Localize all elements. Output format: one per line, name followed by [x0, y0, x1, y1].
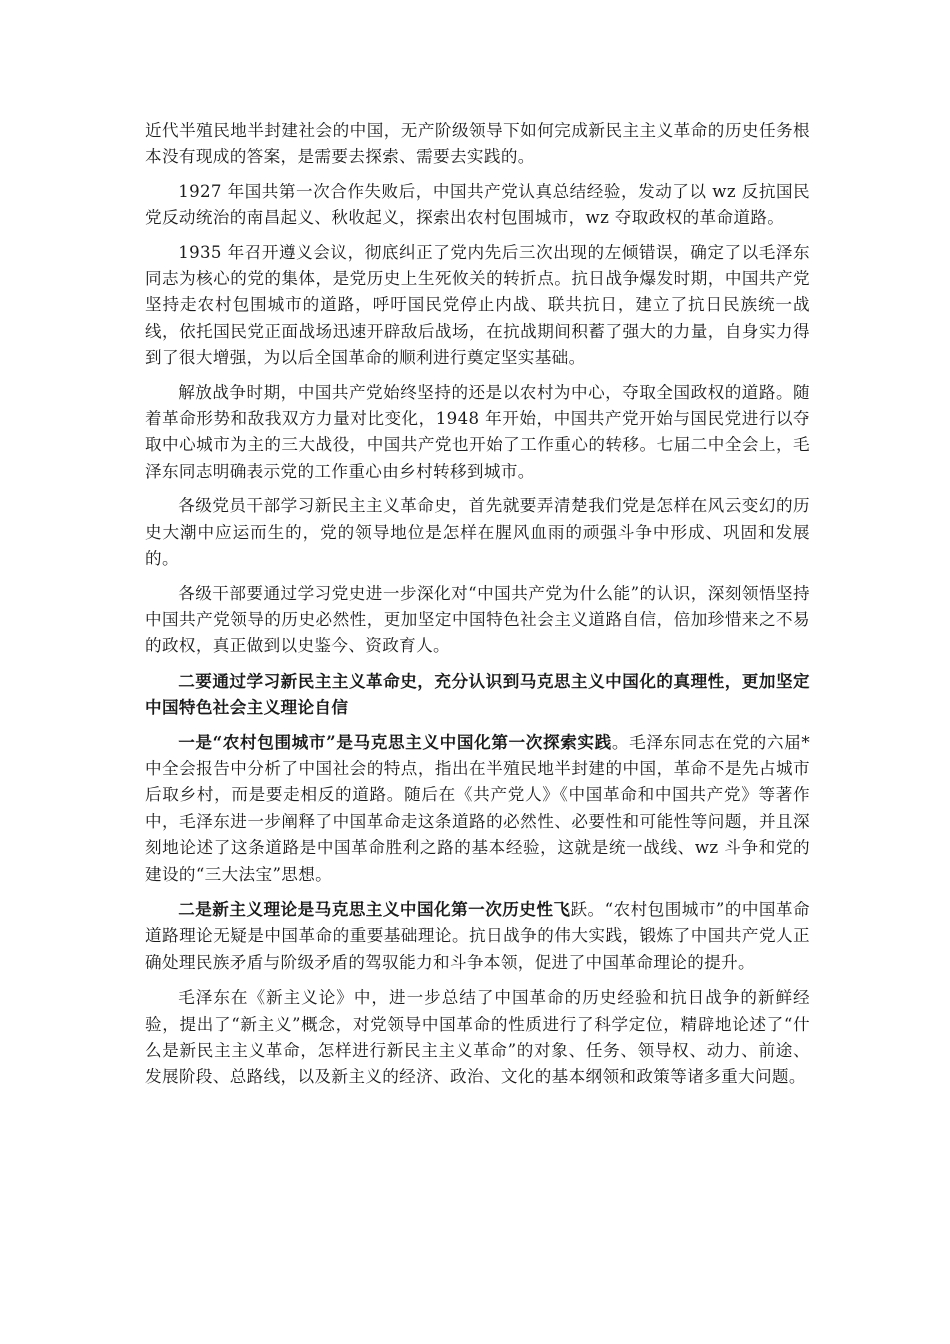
paragraph-intro: 近代半殖民地半封建社会的中国，无产阶级领导下如何完成新民主主义革命的历史任务根本没有现成的答案，是需要去探索、需要去实践的。: [145, 121, 810, 167]
paragraph-cadres-study: 各级党员干部学习新民主主义革命史，首先就要弄清楚我们党是怎样在风云变幻的历史大潮中应运而生的，党的领导地位是怎样在腥风血雨的顽强斗争中形成、巩固和发展的。: [145, 496, 810, 569]
paragraph-liberation-war: 解放战争时期，中国共产党始终坚持的还是以农村为中心，夺取全国政权的道路。随着革命形势和敌我双方力量对比变化，1948 年开始，中国共产党开始与国民党进行以夺取中心城市为主的三大战役，中国共产党也开始了工作重心的转移。七届二中全会上，毛泽东同志明确表示党的工作重心由乡村转移到城市。: [145, 382, 810, 481]
paragraph-new-democracy: [145, 984, 810, 1091]
paragraph-1935: 1935 年召开遵义会议，彻底纠正了党内先后三次出现的左倾错误，确定了以毛泽东同志为核心的党的集体，是党历史上生死攸关的转折点。抗日战争爆发时期，中国共产党坚持走农村包围城市的道路，呼吁国民党停止内战、联共抗日，建立了抗日民族统一战线，依托国民党正面战场迅速开辟敌后战场，在抗战期间积蓄了强大的力量，自身实力得到了很大增强，为以后全国革命的顺利进行奠定坚实基础。: [145, 242, 810, 368]
paragraph-first-leap: [145, 896, 810, 976]
paragraph-body: 跃。“农村包围城市”的中国革命道路理论无疑是中国革命的重要基础理论。抗日战争的伟大实践，锻炼了中国共产党人正确处理民族矛盾与阶级矛盾的驾驭能力和斗争本领，促进了中国革命理论的提升。: [145, 899, 810, 972]
paragraph-lead: 一是“农村包围城市”是马克思主义中国化第一次探索实践: [178, 731, 612, 752]
paragraph-first-practice: [145, 729, 810, 888]
document-page: [145, 118, 810, 1099]
paragraph-1927: 1927 年国共第一次合作失败后，中国共产党认真总结经验，发动了以 wz 反抗国民党反动统治的南昌起义、秋收起义，探索出农村包围城市，wz 夺取政权的革命道路。: [145, 181, 810, 228]
paragraph-cadres-confidence: 各级干部要通过学习党史进一步深化对“中国共产党为什么能”的认识，深刻领悟坚持中国共产党领导的历史必然性，更加坚定中国特色社会主义道路自信，倍加珍惜来之不易的政权，真正做到以史鉴今、资政育人。: [145, 583, 810, 656]
paragraph-lead: 二是新主义理论是马克思主义中国化第一次历史性飞: [178, 898, 571, 919]
paragraph-body: 。毛泽东同志在党的六届*中全会报告中分析了中国社会的特点，指出在半殖民地半封建的中国，革命不是先占城市后取乡村，而是要走相反的道路。随后在《共产党人》《中国革命和中国共产党》等著作中，毛泽东进一步阐释了中国革命走这条道路的必然性、必要性和可能性等问题，并且深刻地论述了这条道路是中国革命胜利之路的基本经验，这就是统一战线、wz 斗争和党的建设的“三大法宝”思想。: [145, 732, 810, 884]
section-heading: 二要通过学习新民主主义革命史，充分认识到马克思主义中国化的真理性，更加坚定中国特色社会主义理论自信: [145, 670, 810, 718]
paragraph-body: 毛泽东在《新主义论》中，进一步总结了中国革命的历史经验和抗日战争的新鲜经验，提出了“新主义”概念，对党领导中国革命的性质进行了科学定位，精辟地论述了“什么是新民主主义革命，怎样进行新民主主义革命”的对象、任务、领导权、动力、前途、发展阶段、总路线，以及新主义的经济、政治、文化的基本纲领和政策等诸多重大问题。: [145, 988, 810, 1087]
